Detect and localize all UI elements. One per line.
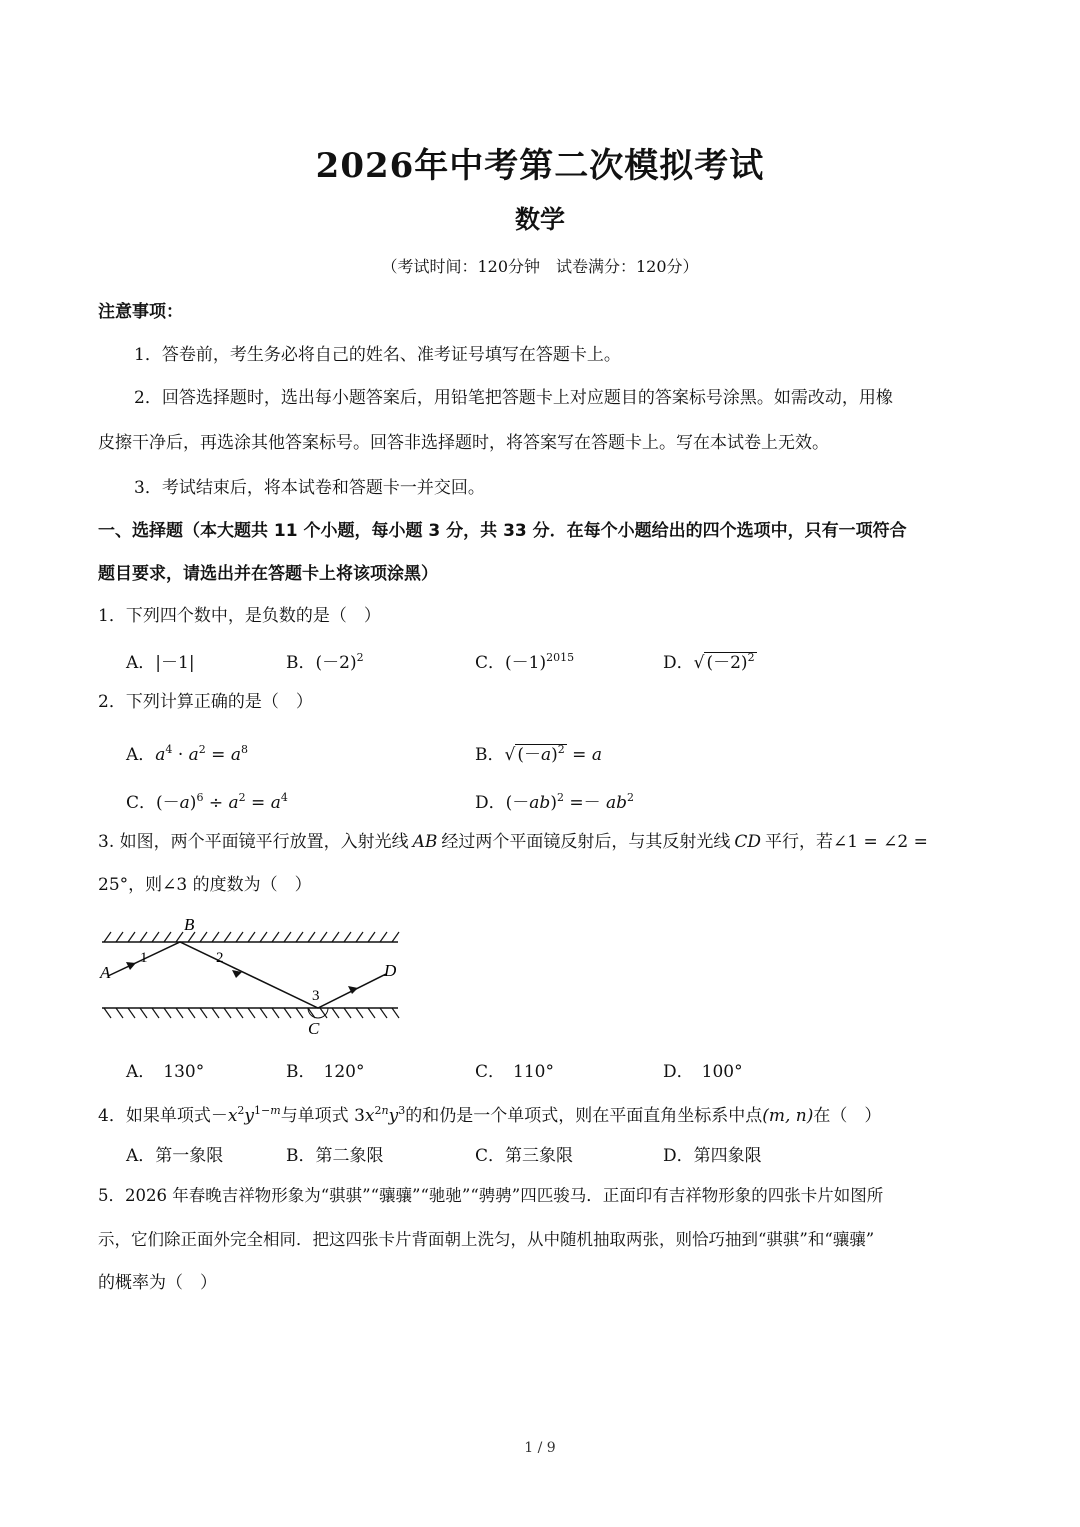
q1-option-c-exp: 2015: [546, 651, 575, 664]
q3-option-c-label: C．: [475, 1062, 506, 1082]
label-a: A: [100, 963, 111, 982]
hatch-mark: [152, 932, 159, 942]
q4-option-d-label: D．: [663, 1146, 694, 1166]
hatch-mark: [212, 932, 219, 942]
hatch-mark: [248, 1008, 255, 1018]
q3-option-a-label: A．: [126, 1062, 156, 1082]
q3-option-b-label: B．: [286, 1062, 316, 1082]
q4-point: (m, n): [762, 1106, 814, 1126]
q1-stem: 1．下列四个数中，是负数的是（ ）: [98, 606, 381, 626]
light-path: [108, 942, 386, 1008]
hatch-mark: [260, 932, 267, 942]
q3-option-d-label: D．: [663, 1062, 694, 1082]
q3-option-a[interactable]: [126, 1057, 204, 1082]
label-b: B: [184, 915, 195, 934]
hatch-mark: [128, 1008, 135, 1018]
bottom-mirror-hatch: [104, 1008, 399, 1018]
hatch-mark: [356, 932, 363, 942]
q2-option-c-label: C．: [126, 793, 157, 813]
q4-option-a[interactable]: [126, 1141, 223, 1166]
q3-stem: [98, 830, 928, 854]
hatch-mark: [104, 932, 111, 942]
hatch-mark: [248, 932, 255, 942]
hatch-mark: [368, 1008, 375, 1018]
hatch-mark: [212, 1008, 219, 1018]
notice-item-1: 1．答卷前，考生务必将自己的姓名、准考证号填写在答题卡上。: [134, 345, 621, 365]
q4-option-d[interactable]: [663, 1141, 762, 1166]
hatch-mark: [236, 932, 243, 942]
q1-option-d[interactable]: [663, 648, 757, 673]
q3-cd: CD: [734, 832, 762, 852]
hatch-mark: [272, 932, 279, 942]
section1-heading: 一、选择题（本大题共 11 个小题，每小题 3 分，共 33 分．在每个小题给出的四个选项中，只有一项符合: [98, 521, 907, 541]
hatch-mark: [116, 1008, 123, 1018]
q3-stem-part3: 平行，若∠1 = ∠2 =: [765, 832, 928, 852]
q4-stem-mid: 与单项式 3: [280, 1106, 365, 1126]
hatch-mark: [260, 1008, 267, 1018]
q3-option-c-text: 110°: [513, 1062, 554, 1082]
hatch-mark: [116, 932, 123, 942]
q1-option-c-label: C．: [475, 653, 506, 673]
q1-option-a[interactable]: [126, 648, 195, 673]
q1-option-a-label: A．: [126, 653, 156, 673]
q4-option-d-text: 第四象限: [693, 1146, 762, 1166]
hatch-mark: [356, 1008, 363, 1018]
q4-option-a-text: 第一象限: [155, 1146, 224, 1166]
hatch-mark: [308, 932, 315, 942]
label-c: C: [308, 1019, 320, 1038]
notice-item-2-cont: 皮擦干净后，再选涂其他答案标号。回答非选择题时，将答案写在答题卡上。写在本试卷上无效。: [98, 433, 829, 453]
q4-option-b-text: 第二象限: [315, 1146, 384, 1166]
q3-stem-part2: 经过两个平面镜反射后，与其反射光线: [441, 832, 731, 852]
q1-option-b[interactable]: [286, 648, 364, 673]
hatch-mark: [200, 1008, 207, 1018]
hatch-mark: [164, 932, 171, 942]
hatch-mark: [140, 1008, 147, 1018]
q1-option-d-exp: 2: [747, 651, 755, 664]
section1-heading-cont: 题目要求，请选出并在答题卡上将该项涂黑）: [98, 564, 438, 584]
hatch-mark: [332, 932, 339, 942]
hatch-mark: [272, 1008, 279, 1018]
q3-stem-part1: 3. 如图，两个平面镜平行放置，入射光线: [98, 832, 409, 852]
page-number: 1 / 9: [524, 1440, 556, 1456]
q3-option-a-text: 130°: [163, 1062, 205, 1082]
notice-item-3: 3．考试结束后，将本试卷和答题卡一并交回。: [134, 478, 485, 498]
hatch-mark: [236, 1008, 243, 1018]
hatch-mark: [392, 932, 399, 942]
q4-stem-pre: 4．如果单项式－: [98, 1106, 228, 1126]
q4-option-c-label: C．: [475, 1146, 506, 1166]
page-title: 2026年中考第二次模拟考试: [315, 146, 765, 186]
label-1: 1: [140, 950, 148, 966]
q2-option-b-label: B．: [475, 745, 505, 765]
hatch-mark: [296, 932, 303, 942]
q4-stem-post: 的和仍是一个单项式，则在平面直角坐标系中点: [405, 1106, 763, 1126]
hatch-mark: [224, 1008, 231, 1018]
q2-option-d[interactable]: D．$(-ab)^2 =- ab^2$: [475, 791, 635, 813]
q1-option-b-label: B．: [286, 653, 316, 673]
hatch-mark: [380, 932, 387, 942]
hatch-mark: [368, 932, 375, 942]
hatch-mark: [152, 1008, 159, 1018]
q1-option-b-base: (－2): [315, 653, 357, 673]
q2-option-b[interactable]: B．√ $(-a)^2 = a$: [475, 743, 602, 765]
mirror-figure: [96, 906, 408, 1042]
q1-option-c[interactable]: [475, 648, 574, 673]
q2-option-d-label: D．: [475, 793, 506, 813]
q4-option-b[interactable]: [286, 1141, 384, 1166]
q3-ab: AB: [412, 832, 438, 852]
q4-option-a-label: A．: [126, 1146, 156, 1166]
hatch-mark: [176, 1008, 183, 1018]
q5-stem-line3: 的概率为（ ）: [98, 1273, 217, 1293]
q1-option-d-sqrt: √: [693, 653, 705, 673]
q5-stem-line2: 示，它们除正面外完全相同．把这四张卡片背面朝上洗匀，从中随机抽取两张，则恰巧抽到“骐骐”和“骧骧”: [98, 1230, 875, 1249]
hatch-mark: [140, 932, 147, 942]
q4-option-c-text: 第三象限: [505, 1146, 574, 1166]
q3-option-b[interactable]: [286, 1057, 364, 1082]
label-3: 3: [312, 988, 320, 1004]
notice-heading: 注意事项：: [98, 302, 183, 322]
hatch-mark: [320, 932, 327, 942]
q2-stem: 2．下列计算正确的是（ ）: [98, 692, 313, 712]
q3-stem-cont: 25°，则∠3 的度数为（ ）: [98, 875, 312, 895]
q3-option-b-text: 120°: [323, 1062, 365, 1082]
q2-option-c[interactable]: C．$(-a)^6 \div a^2 = a^4$: [126, 791, 288, 813]
q1-option-a-text: |－1|: [155, 653, 195, 673]
hatch-mark: [128, 932, 135, 942]
hatch-mark: [164, 1008, 171, 1018]
q4-option-c[interactable]: [475, 1141, 573, 1166]
exam-info: （考试时间：120分钟 试卷满分：120分）: [381, 257, 699, 276]
q4-stem-end: 在（ ）: [813, 1106, 882, 1126]
hatch-mark: [344, 932, 351, 942]
q3-option-d[interactable]: [663, 1057, 743, 1082]
hatch-mark: [224, 932, 231, 942]
q1-option-d-inner: (－2): [706, 653, 748, 673]
top-mirror-hatch: [104, 932, 399, 942]
hatch-mark: [344, 1008, 351, 1018]
q4-option-b-label: B．: [286, 1146, 316, 1166]
q2-option-a[interactable]: A．$a^4 \cdot a^2 = a^8$: [126, 743, 248, 765]
q1-option-c-base: (－1): [505, 653, 547, 673]
hatch-mark: [296, 1008, 303, 1018]
q2-option-a-label: A．: [126, 745, 156, 765]
q3-option-d-text: 100°: [701, 1062, 743, 1082]
q1-option-b-exp: 2: [356, 651, 364, 664]
hatch-mark: [200, 932, 207, 942]
notice-item-2: 2．回答选择题时，选出每小题答案后，用铅笔把答题卡上对应题目的答案标号涂黑。如需改动，用橡: [134, 388, 893, 408]
hatch-mark: [392, 1008, 399, 1018]
q1-option-d-label: D．: [663, 653, 694, 673]
hatch-mark: [188, 1008, 195, 1018]
hatch-mark: [380, 1008, 387, 1018]
hatch-mark: [284, 1008, 291, 1018]
subject-title: 数学: [514, 205, 565, 234]
q3-option-c[interactable]: [475, 1057, 554, 1082]
hatch-mark: [104, 1008, 111, 1018]
hatch-mark: [332, 1008, 339, 1018]
label-d: D: [384, 961, 397, 980]
hatch-mark: [284, 932, 291, 942]
q4-stem: 4．如果单项式$-x^2y^{1-m}$与单项式 $3x^{2n}y^3$的和仍是一个单项式，则在平面直角坐标系中点(m, n)在（ ）: [98, 1104, 882, 1126]
label-2: 2: [216, 950, 224, 966]
hatch-mark: [176, 932, 183, 942]
q5-stem-line1: 5．2026 年春晚吉祥物形象为“骐骐”“骧骧”“驰驰”“骋骋”四匹骏马．正面印有吉祥物形象的四张卡片如图所: [98, 1186, 884, 1205]
